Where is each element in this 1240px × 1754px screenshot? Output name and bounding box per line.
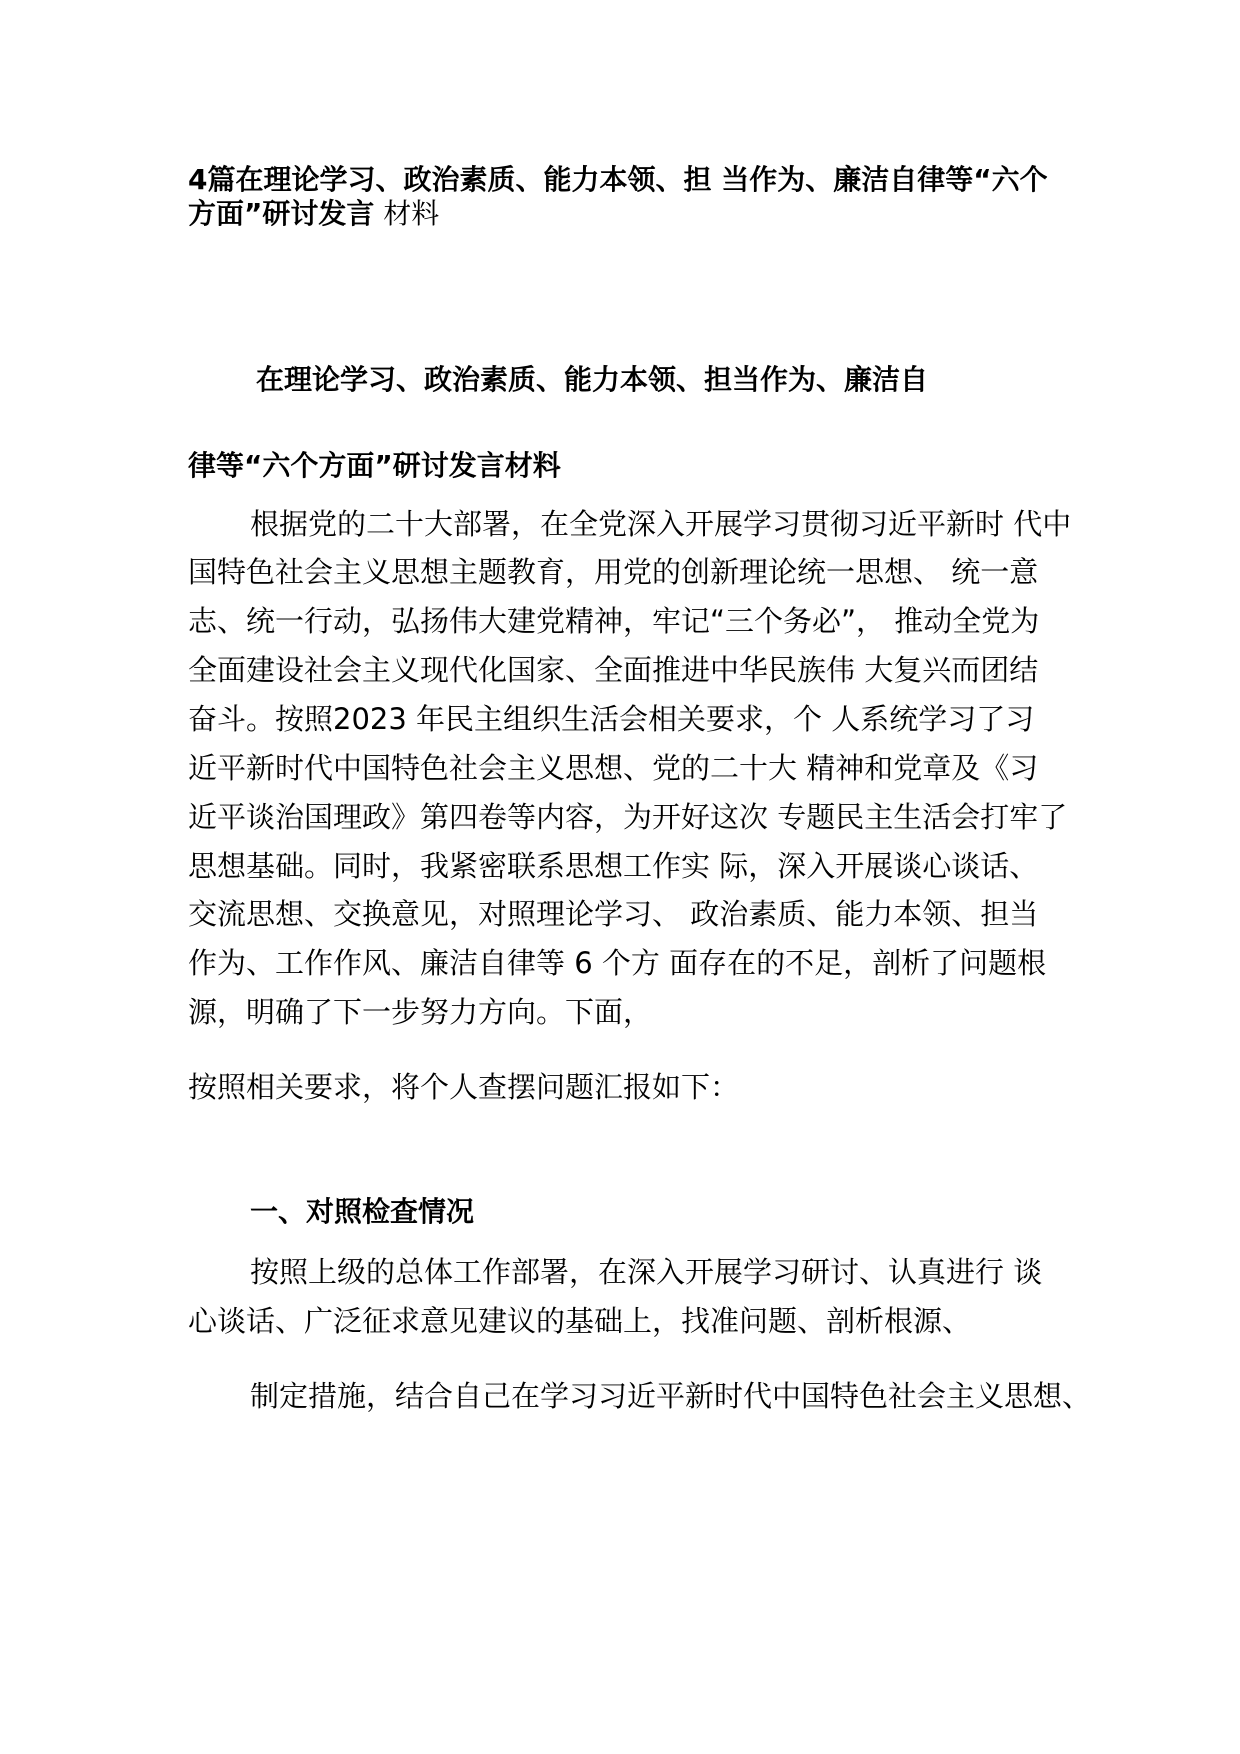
top-title-bold-part: 方面”研讨发言 (188, 197, 375, 230)
paragraph1-line: 近平新时代中国特色社会主义思想、党的二十大 精神和党章及《习 (188, 751, 1039, 785)
document-top-title-line1: 4篇在理论学习、政治素质、能力本领、担 当作为、廉洁自律等“六个 (188, 163, 1048, 196)
paragraph1-line: 近平谈治国理政》第四卷等内容，为开好这次 专题民主生活会打牢了 (188, 800, 1068, 834)
document-top-title-line2 (188, 196, 439, 232)
paragraph1-line: 源，明确了下一步努力方向。下面， (188, 995, 653, 1029)
paragraph1-line: 作为、工作作风、廉洁自律等 6 个方 面存在的不足，剖析了问题根 (188, 946, 1047, 980)
paragraph1-line: 志、统一行动，弘扬伟大建党精神，牢记“三个务必”， 推动全党为 (188, 604, 1040, 638)
paragraph1-line: 交流思想、交换意见，对照理论学习、 政治素质、能力本领、担当 (188, 897, 1039, 931)
section1-heading: 一、对照检查情况 (250, 1195, 475, 1228)
paragraph3-line: 心谈话、广泛征求意见建议的基础上，找准问题、剖析根源、 (188, 1304, 972, 1338)
paragraph3-line: 按照上级的总体工作部署，在深入开展学习研讨、认真进行 谈 (250, 1255, 1043, 1289)
paragraph1-line: 奋斗。按照2023 年民主组织生活会相关要求，个 人系统学习了习 (188, 702, 1035, 736)
paragraph1-line: 国特色社会主义思想主题教育，用党的创新理论统一思想、 统一意 (188, 555, 1039, 589)
paragraph1-line: 根据党的二十大部署，在全党深入开展学习贯彻习近平新时 代中 (250, 507, 1072, 541)
paragraph2: 按照相关要求，将个人查摆问题汇报如下： (188, 1070, 740, 1104)
paragraph1-line: 思想基础。同时，我紧密联系思想工作实 际，深入开展谈心谈话、 (188, 849, 1039, 883)
paragraph4: 制定措施，结合自己在学习习近平新时代中国特色社会主义思想、 (250, 1379, 1092, 1413)
main-title-line1: 在理论学习、政治素质、能力本领、担当作为、廉洁自 (256, 363, 929, 396)
top-title-light-part: 材料 (374, 197, 440, 230)
main-title-line2: 律等“六个方面”研讨发言材料 (188, 449, 561, 482)
paragraph1-line: 全面建设社会主义现代化国家、全面推进中华民族伟 大复兴而团结 (188, 653, 1039, 687)
